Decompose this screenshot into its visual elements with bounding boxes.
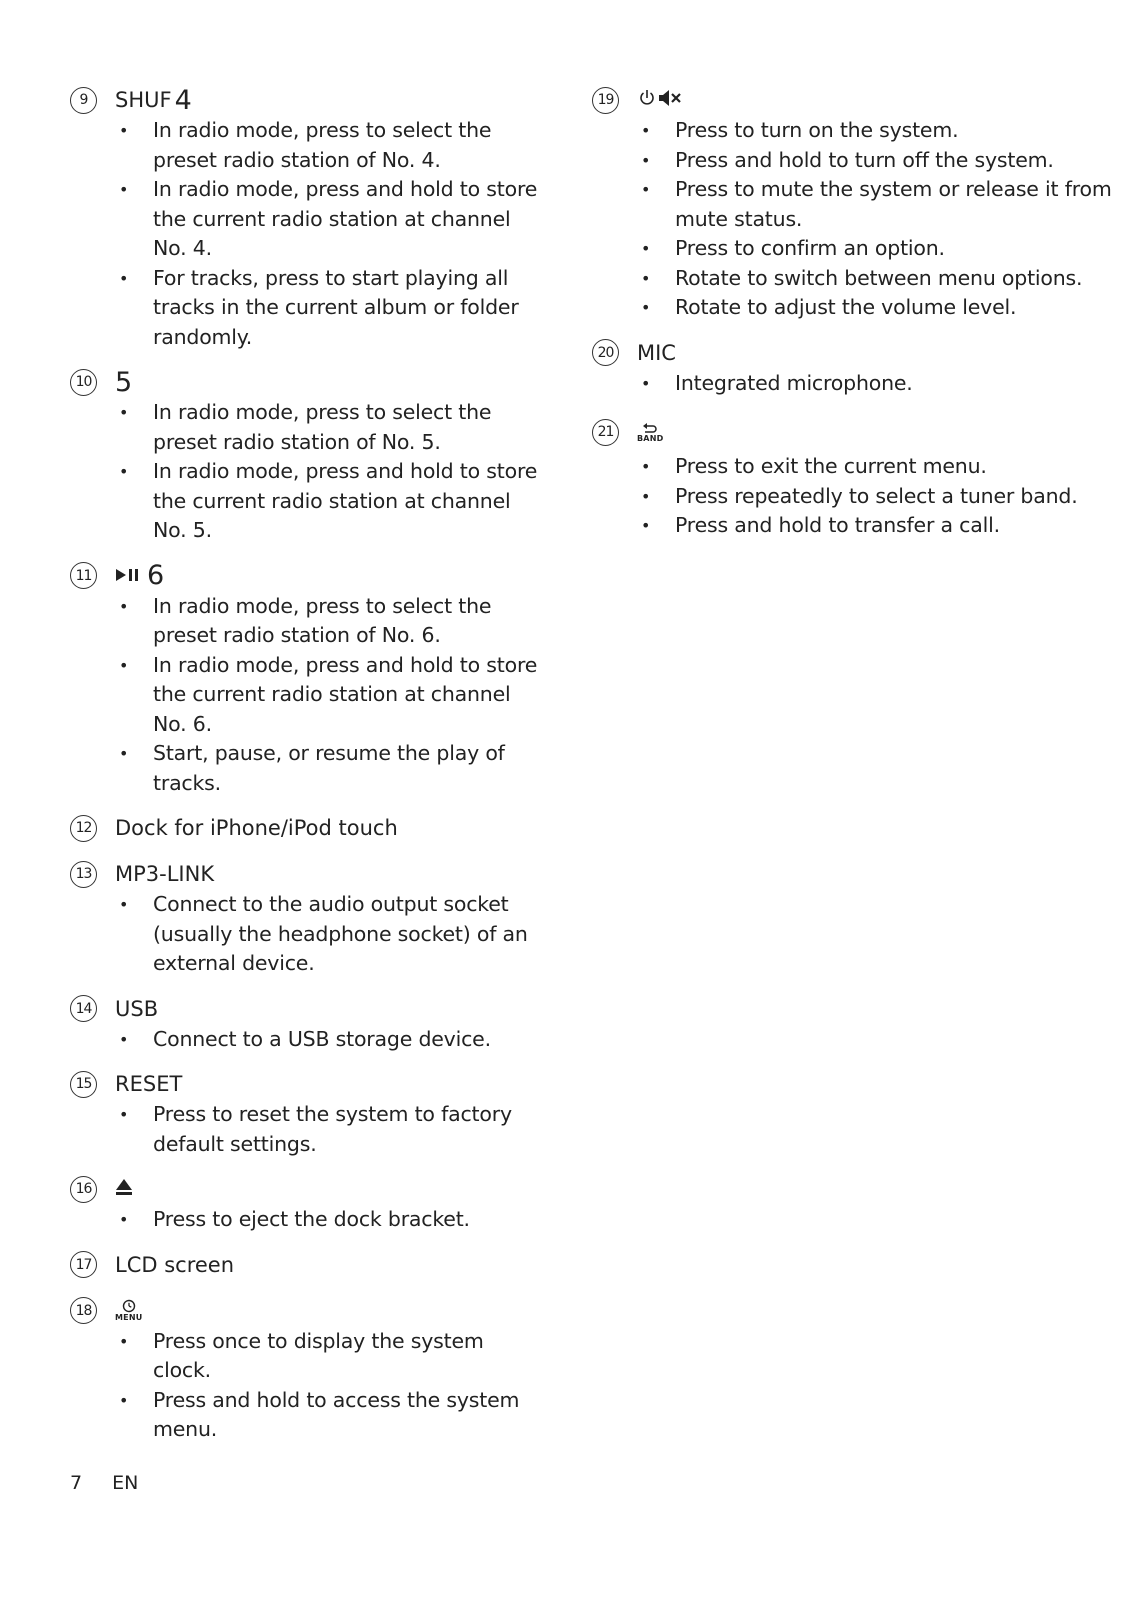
- bullet-list: [70, 398, 540, 546]
- eject-icon: [115, 1177, 133, 1202]
- bullet: • Press and hold to turn off the system.: [638, 146, 1112, 176]
- item-11: [70, 560, 540, 799]
- bullet-list: [70, 1100, 540, 1159]
- item-title: [115, 1177, 133, 1202]
- item-number: 14: [70, 995, 97, 1022]
- bullet: • Press to exit the current menu.: [638, 452, 1112, 482]
- bullet: • Press and hold to access the system menu.: [116, 1386, 540, 1445]
- bullet: • Start, pause, or resume the play of tracks.: [116, 739, 540, 798]
- page-number: 7: [70, 1472, 83, 1494]
- bullet-list: [70, 116, 540, 352]
- left-column: [70, 84, 540, 1459]
- bullet: • Press once to display the system clock.: [116, 1327, 540, 1386]
- page-footer: [70, 1472, 138, 1494]
- shuf-label: SHUF: [115, 88, 172, 112]
- item-10: [70, 366, 540, 546]
- bullet: • For tracks, press to start playing all tracks in the current album or folder randomly.: [116, 264, 540, 353]
- item-18: [70, 1295, 540, 1445]
- bullet: • Press and hold to transfer a call.: [638, 511, 1112, 541]
- item-title: Dock for iPhone/iPod touch: [115, 816, 398, 840]
- item-number: 9: [70, 87, 97, 114]
- item-number: 20: [592, 339, 619, 366]
- item-number: 17: [70, 1251, 97, 1278]
- item-number: 15: [70, 1071, 97, 1098]
- item-title: [637, 422, 663, 443]
- item-number: 13: [70, 861, 97, 888]
- item-19: [592, 84, 1112, 323]
- item-21: [592, 412, 1112, 541]
- bullet: • In radio mode, press and hold to store the current radio station at channel No. 4.: [116, 175, 540, 264]
- bullet: • Connect to a USB storage device.: [116, 1025, 540, 1055]
- item-20: [592, 337, 1112, 399]
- bullet: • Press to eject the dock bracket.: [116, 1205, 540, 1235]
- bullet-list: [592, 369, 1112, 399]
- bullet-list: [70, 1025, 540, 1055]
- item-title: [115, 562, 164, 589]
- item-13: [70, 858, 540, 979]
- item-title: MP3-LINK: [115, 862, 215, 886]
- bullet-list: [70, 890, 540, 979]
- play-pause-icon: [115, 564, 141, 588]
- item-title: MIC: [637, 340, 676, 365]
- item-title: LCD screen: [115, 1252, 235, 1277]
- bullet: • Press to reset the system to factory default settings.: [116, 1100, 540, 1159]
- item-title: [115, 1299, 142, 1322]
- item-number: 12: [70, 815, 97, 842]
- bullet: • Press to turn on the system.: [638, 116, 1112, 146]
- bullet: • In radio mode, press and hold to store the current radio station at channel No. 5.: [116, 457, 540, 546]
- bullet-list: [592, 116, 1112, 323]
- bullet: • Rotate to switch between menu options.: [638, 264, 1112, 294]
- item-number: 10: [70, 369, 97, 396]
- bullet: • Connect to the audio output socket (usually the headphone socket) of an external device.: [116, 890, 540, 979]
- item-title: [115, 84, 192, 116]
- right-column: [592, 84, 1112, 555]
- item-number: 19: [592, 87, 619, 114]
- item-title: RESET: [115, 1072, 183, 1096]
- preset-number: 5: [115, 366, 133, 398]
- preset-number: 6: [147, 560, 165, 591]
- item-number: 18: [70, 1297, 97, 1324]
- bullet: • Press repeatedly to select a tuner band.: [638, 482, 1112, 512]
- bullet: • Press to mute the system or release it from mute status.: [638, 175, 1112, 234]
- item-number: 21: [592, 419, 619, 446]
- item-title: [115, 366, 133, 398]
- clock-menu-icon: [115, 1299, 142, 1322]
- bullet-list: [592, 452, 1112, 541]
- bullet-list: [70, 1205, 540, 1235]
- power-mute-icon: [637, 87, 691, 114]
- back-band-icon: [637, 422, 663, 443]
- item-14: [70, 993, 540, 1055]
- bullet-list: [70, 592, 540, 799]
- bullet: • In radio mode, press to select the preset radio station of No. 6.: [116, 592, 540, 651]
- bullet: • Press to confirm an option.: [638, 234, 1112, 264]
- bullet: • In radio mode, press to select the preset radio station of No. 4.: [116, 116, 540, 175]
- preset-number: 4: [174, 84, 192, 116]
- item-9: [70, 84, 540, 352]
- bullet: • In radio mode, press to select the preset radio station of No. 5.: [116, 398, 540, 457]
- item-number: 11: [70, 562, 97, 589]
- band-label: BAND: [637, 433, 664, 443]
- item-12: [70, 812, 540, 844]
- menu-label: MENU: [115, 1313, 143, 1322]
- item-17: [70, 1249, 540, 1281]
- item-16: [70, 1173, 540, 1235]
- item-title: USB: [115, 996, 159, 1021]
- item-title: [637, 87, 691, 114]
- item-number: 16: [70, 1176, 97, 1203]
- bullet: • In radio mode, press and hold to store the current radio station at channel No. 6.: [116, 651, 540, 740]
- item-15: [70, 1068, 540, 1159]
- bullet: • Rotate to adjust the volume level.: [638, 293, 1112, 323]
- bullet-list: [70, 1327, 540, 1445]
- language-code: EN: [112, 1472, 139, 1494]
- bullet: • Integrated microphone.: [638, 369, 1112, 399]
